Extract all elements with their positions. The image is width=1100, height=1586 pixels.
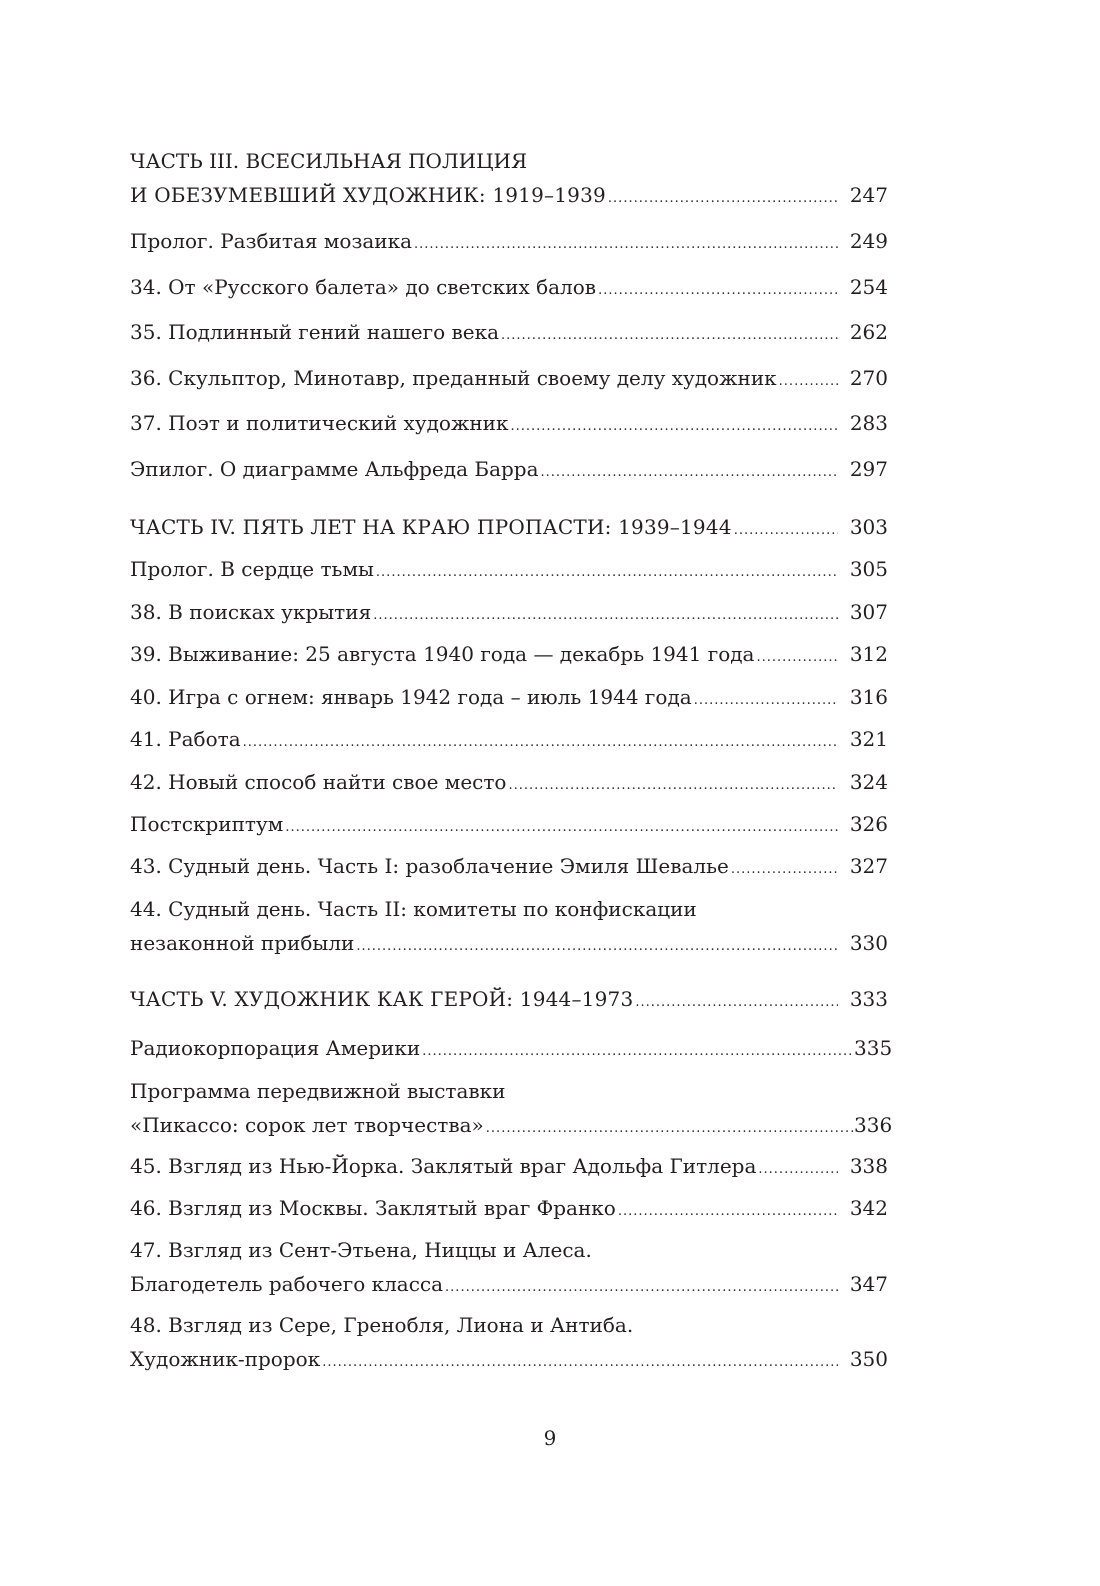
entry-page: 342 bbox=[849, 1196, 888, 1220]
entry-title: И ОБЕЗУМЕВШИЙ ХУДОЖНИК: 1919–1939 bbox=[130, 183, 606, 207]
entry-title: 35. Подлинный гений нашего века bbox=[130, 320, 500, 344]
toc-entry[interactable] bbox=[130, 892, 888, 960]
toc-entry[interactable] bbox=[130, 680, 888, 714]
dot-leader bbox=[243, 736, 838, 749]
entry-page: 247 bbox=[849, 183, 888, 207]
toc-entry[interactable] bbox=[130, 595, 888, 629]
entry-page: 335 bbox=[854, 1036, 893, 1060]
dot-leader bbox=[618, 1205, 838, 1218]
dot-leader bbox=[414, 238, 838, 251]
entry-title: ЧАСТЬ IV. ПЯТЬ ЛЕТ НА КРАЮ ПРОПАСТИ: 1939–1944 bbox=[130, 515, 732, 539]
entry-title-line1: Программа передвижной выставки bbox=[130, 1079, 506, 1103]
toc-entry[interactable] bbox=[130, 1074, 893, 1142]
toc-entry[interactable] bbox=[130, 1308, 888, 1376]
entry-title: 37. Поэт и политический художник bbox=[130, 411, 509, 435]
dot-leader bbox=[608, 192, 838, 205]
entry-title-line1: 47. Взгляд из Сент-Этьена, Ниццы и Алеса. bbox=[130, 1238, 592, 1262]
entry-title: 41. Работа bbox=[130, 727, 241, 751]
entry-title: незаконной прибыли bbox=[130, 931, 355, 955]
entry-title: 34. От «Русского балета» до светских балов bbox=[130, 275, 597, 299]
entry-page: 316 bbox=[849, 685, 888, 709]
toc-entry-part-5[interactable] bbox=[130, 982, 888, 1016]
toc-entry[interactable] bbox=[130, 552, 888, 586]
toc-entry[interactable] bbox=[130, 315, 888, 349]
entry-title-line1: 48. Взгляд из Сере, Гренобля, Лиона и Антиба. bbox=[130, 1313, 634, 1337]
dot-leader bbox=[694, 694, 838, 707]
toc-entry[interactable] bbox=[130, 452, 888, 486]
dot-leader bbox=[445, 1281, 838, 1294]
dot-leader bbox=[356, 940, 838, 953]
entry-title: 46. Взгляд из Москвы. Заклятый враг Франко bbox=[130, 1196, 616, 1220]
page-number: 9 bbox=[543, 1426, 557, 1450]
entry-page: 305 bbox=[849, 557, 888, 581]
entry-title: 39. Выживание: 25 августа 1940 года — декабрь 1941 года bbox=[130, 642, 755, 666]
toc-entry[interactable] bbox=[130, 1233, 888, 1301]
dot-leader bbox=[511, 420, 839, 433]
dot-leader bbox=[285, 821, 838, 834]
toc-entry[interactable] bbox=[130, 224, 888, 258]
entry-title: Эпилог. О диаграмме Альфреда Барра bbox=[130, 457, 539, 481]
entry-title: 42. Новый способ найти свое место bbox=[130, 770, 507, 794]
entry-title: 38. В поисках укрытия bbox=[130, 600, 372, 624]
entry-page: 333 bbox=[849, 987, 888, 1011]
dot-leader bbox=[731, 863, 838, 876]
toc-entry[interactable] bbox=[130, 807, 888, 841]
dot-leader bbox=[322, 1356, 838, 1369]
toc-entry-part-3[interactable] bbox=[130, 144, 888, 212]
entry-title-line1: 44. Судный день. Часть II: комитеты по конфискации bbox=[130, 897, 697, 921]
entry-title: Радиокорпорация Америки bbox=[130, 1036, 421, 1060]
toc-entry[interactable] bbox=[130, 1149, 888, 1183]
entry-page: 324 bbox=[849, 770, 888, 794]
entry-page: 297 bbox=[849, 457, 888, 481]
dot-leader bbox=[598, 284, 838, 297]
entry-title: 45. Взгляд из Нью-Йорка. Заклятый враг Адольфа Гитлера bbox=[130, 1154, 757, 1178]
toc-entry[interactable] bbox=[130, 722, 888, 756]
dot-leader bbox=[635, 996, 838, 1009]
dot-leader bbox=[376, 566, 838, 579]
dot-leader bbox=[734, 524, 838, 537]
dot-leader bbox=[779, 375, 838, 388]
entry-title: Пролог. В сердце тьмы bbox=[130, 557, 374, 581]
entry-page: 283 bbox=[849, 411, 888, 435]
dot-leader bbox=[422, 1045, 854, 1058]
dot-leader bbox=[373, 609, 838, 622]
toc-entry[interactable] bbox=[130, 637, 888, 671]
entry-title: Художник-пророк bbox=[130, 1347, 321, 1371]
entry-page: 327 bbox=[849, 854, 888, 878]
entry-page: 249 bbox=[849, 229, 888, 253]
entry-page: 321 bbox=[849, 727, 888, 751]
entry-title: Благодетель рабочего класса bbox=[130, 1272, 444, 1296]
dot-leader bbox=[756, 651, 838, 664]
entry-title: «Пикассо: сорок лет творчества» bbox=[130, 1113, 484, 1137]
entry-page: 338 bbox=[849, 1154, 888, 1178]
toc-entry[interactable] bbox=[130, 270, 888, 304]
toc-entry[interactable] bbox=[130, 361, 888, 395]
entry-title: ЧАСТЬ V. ХУДОЖНИК КАК ГЕРОЙ: 1944–1973 bbox=[130, 987, 634, 1011]
entry-title: Постскриптум bbox=[130, 812, 284, 836]
entry-page: 270 bbox=[849, 366, 888, 390]
dot-leader bbox=[508, 779, 838, 792]
toc-entry[interactable] bbox=[130, 849, 888, 883]
entry-page: 336 bbox=[854, 1113, 893, 1137]
entry-page: 347 bbox=[849, 1272, 888, 1296]
entry-page: 262 bbox=[849, 320, 888, 344]
toc-entry[interactable] bbox=[130, 1031, 893, 1065]
entry-title: 40. Игра с огнем: январь 1942 года – июль 1944 года bbox=[130, 685, 692, 709]
entry-page: 326 bbox=[849, 812, 888, 836]
entry-page: 254 bbox=[849, 275, 888, 299]
dot-leader bbox=[486, 1122, 854, 1135]
entry-title: 43. Судный день. Часть I: разоблачение Эмиля Шевалье bbox=[130, 854, 729, 878]
entry-page: 330 bbox=[849, 931, 888, 955]
entry-title-line1: ЧАСТЬ III. ВСЕСИЛЬНАЯ ПОЛИЦИЯ bbox=[130, 149, 528, 173]
toc-entry[interactable] bbox=[130, 406, 888, 440]
toc-entry[interactable] bbox=[130, 765, 888, 799]
entry-page: 350 bbox=[849, 1347, 888, 1371]
dot-leader bbox=[541, 466, 838, 479]
entry-page: 312 bbox=[849, 642, 888, 666]
entry-title: Пролог. Разбитая мозаика bbox=[130, 229, 413, 253]
entry-page: 307 bbox=[849, 600, 888, 624]
toc-entry[interactable] bbox=[130, 1191, 888, 1225]
dot-leader bbox=[758, 1163, 838, 1176]
entry-title: 36. Скульптор, Минотавр, преданный своему делу художник bbox=[130, 366, 777, 390]
toc-entry-part-4[interactable] bbox=[130, 510, 888, 544]
entry-page: 303 bbox=[849, 515, 888, 539]
dot-leader bbox=[501, 329, 838, 342]
